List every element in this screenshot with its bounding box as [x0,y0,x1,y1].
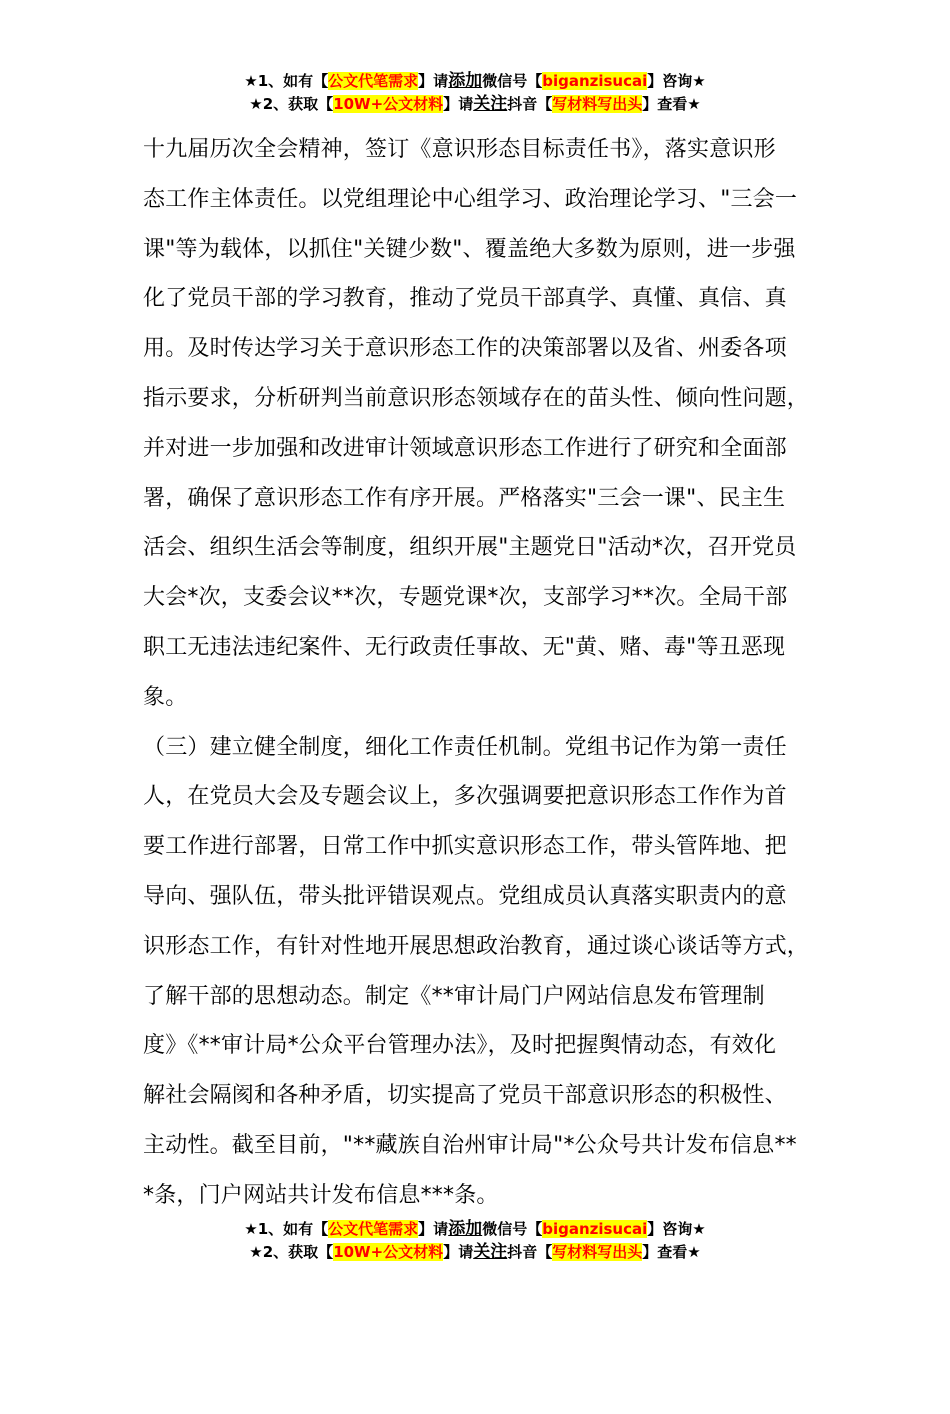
banner-line-2 [0,1241,950,1264]
banner-text: 】请 [418,72,449,90]
banner-text: ★1、如有【 [244,1220,329,1238]
emphasis-text: 关注 [473,1242,508,1262]
banner-text: 微信号【 [482,1220,543,1238]
body-line: 并对进一步加强和改进审计领域意识形态工作进行了研究和全面部 [143,435,787,461]
highlight-service: 公文代笔需求 [328,1220,419,1238]
body-line: 大会*次，支委会议**次，专题党课*次，支部学习**次。全局干部 [143,585,788,611]
banner-text: 】查看★ [642,1243,701,1261]
document-body [143,125,833,1221]
highlight-materials: 10W+公文材料 [333,95,444,113]
highlight-douyin-account: 写材料写出头 [552,95,643,113]
banner-text: 微信号【 [482,72,543,90]
body-line: 导向、强队伍，带头批评错误观点。党组成员认真落实职责内的意 [143,883,787,909]
highlight-wechat-id: biganzisucai [542,72,648,90]
banner-line-2 [0,93,950,116]
banner-text: ★2、获取【 [249,1243,334,1261]
body-line: 态工作主体责任。以党组理论中心组学习、政治理论学习、"三会一 [143,186,798,212]
highlight-materials: 10W+公文材料 [333,1243,444,1261]
banner-text: 抖音【 [507,1243,553,1261]
body-line: 要工作进行部署，日常工作中抓实意识形态工作，带头管阵地、把 [143,834,787,860]
highlight-douyin-account: 写材料写出头 [552,1243,643,1261]
banner-line-1 [0,1218,950,1241]
banner-text: 】咨询★ [647,1220,706,1238]
footer-banner [0,1218,950,1264]
banner-text: 】咨询★ [647,72,706,90]
highlight-wechat-id: biganzisucai [542,1220,648,1238]
body-line: 人，在党员大会及专题会议上，多次强调要把意识形态工作作为首 [143,784,787,810]
body-line: 了解干部的思想动态。制定《**审计局门户网站信息发布管理制 [143,983,765,1009]
banner-text: ★1、如有【 [244,72,329,90]
body-line: 十九届历次全会精神，签订《意识形态目标责任书》，落实意识形 [143,137,776,162]
body-line: 主动性。截至目前，"**藏族自治州审计局"*公众号共计发布信息** [143,1132,797,1158]
body-line: 用。及时传达学习关于意识形态工作的决策部署以及省、州委各项 [143,336,787,362]
emphasis-text: 添加 [448,1219,483,1239]
body-line: 象。 [143,684,188,710]
body-line: 识形态工作，有针对性地开展思想政治教育，通过谈心谈话等方式， [143,933,810,959]
emphasis-text: 添加 [448,71,483,91]
highlight-service: 公文代笔需求 [328,72,419,90]
body-line: 化了党员干部的学习教育，推动了党员干部真学、真懂、真信、真 [143,286,787,312]
body-line: 活会、组织生活会等制度，组织开展"主题党日"活动*次，召开党员 [143,535,797,561]
header-banner [0,70,950,116]
body-line: 署，确保了意识形态工作有序开展。严格落实"三会一课"、民主生 [143,485,786,511]
body-line: 度》《**审计局*公众平台管理办法》，及时把握舆情动态，有效化 [143,1033,777,1059]
banner-text: 抖音【 [507,95,553,113]
emphasis-text: 关注 [473,94,508,114]
banner-text: 】请 [443,95,474,113]
body-line: 指示要求，分析研判当前意识形态领域存在的苗头性、倾向性问题， [143,385,810,411]
banner-text: 】查看★ [642,95,701,113]
banner-text: ★2、获取【 [249,95,334,113]
body-line: *条，门户网站共计发布信息***条。 [143,1182,499,1208]
banner-line-1 [0,70,950,93]
banner-text: 】请 [443,1243,474,1261]
body-line: 解社会隔阂和各种矛盾，切实提高了党员干部意识形态的积极性、 [143,1083,787,1109]
body-line: 课"等为载体，以抓住"关键少数"、覆盖绝大多数为原则，进一步强 [143,236,796,262]
banner-text: 】请 [418,1220,449,1238]
body-line: 职工无违法违纪案件、无行政责任事故、无"黄、赌、毒"等丑恶现 [143,634,786,660]
section-heading-line: （三）建立健全制度，细化工作责任机制。党组书记作为第一责任 [143,734,787,760]
